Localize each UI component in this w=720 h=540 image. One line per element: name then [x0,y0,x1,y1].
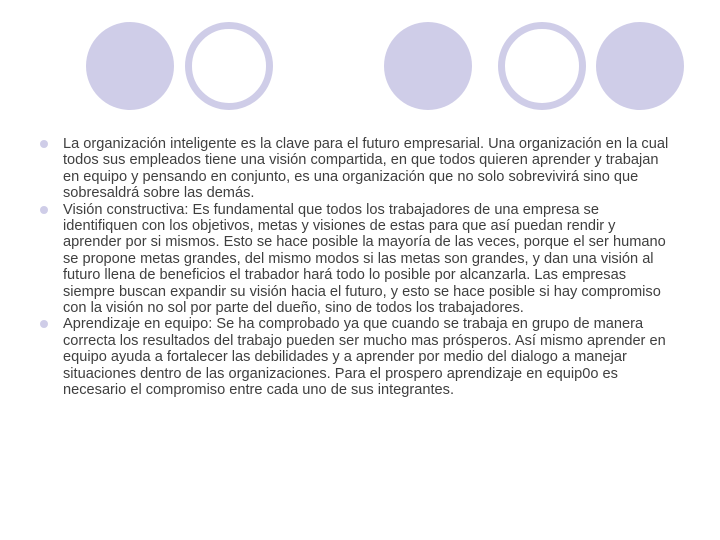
list-item-text: La organización inteligente es la clave para el futuro empresarial. Una organización en la cual todos sus empleados tiene una visión compartida, en que todos quieren aprender y trabajan en equipo y pensando en conjunto, es una organización que no solo sobrevivirá sino que sobresaldrá sobre las demás. [63,136,669,202]
decor-circle-filled [384,22,472,110]
list-item [40,316,675,398]
list-item [40,202,675,317]
bullet-list [40,136,675,399]
decor-circle-ring [498,22,586,110]
decorative-circles [0,0,720,120]
list-item [40,136,675,202]
bullet-dot-icon [40,320,48,328]
list-item-text: Aprendizaje en equipo: Se ha comprobado ya que cuando se trabaja en grupo de manera correcta los resultados del trabajo pueden ser mucho mas prósperos. Así mismo aprender en equipo ayuda a fortalecer las debilidades y a aprender por medio del dialogo a manejar situaciones dentro de las organizaciones. Para el prospero aprendizaje en equip0o es necesario el compromiso entre cada uno de sus integrantes. [63,316,666,399]
decor-circle-filled [86,22,174,110]
decor-circle-ring [185,22,273,110]
list-item-text: Visión constructiva: Es fundamental que todos los trabajadores de una empresa se identifiquen con los objetivos, metas y visiones de estas para que así puedan rendir y aprender por si mismos. Esto se hace posible la mayoría de las veces, porque el ser humano se propone metas grandes, del mismo modos si las metas son grandes, y dan una visión al futuro llena de beneficios el trabador hará todo lo posible por alcanzarla. Las empresas siempre buscan expandir su visión hacia el futuro, y esto se hace posible si hay compromiso con la visión no sol por parte del dueño, sino de todos los trabajadores. [63,201,666,317]
bullet-dot-icon [40,206,48,214]
slide-body [40,136,675,399]
decor-circle-filled [596,22,684,110]
bullet-dot-icon [40,140,48,148]
